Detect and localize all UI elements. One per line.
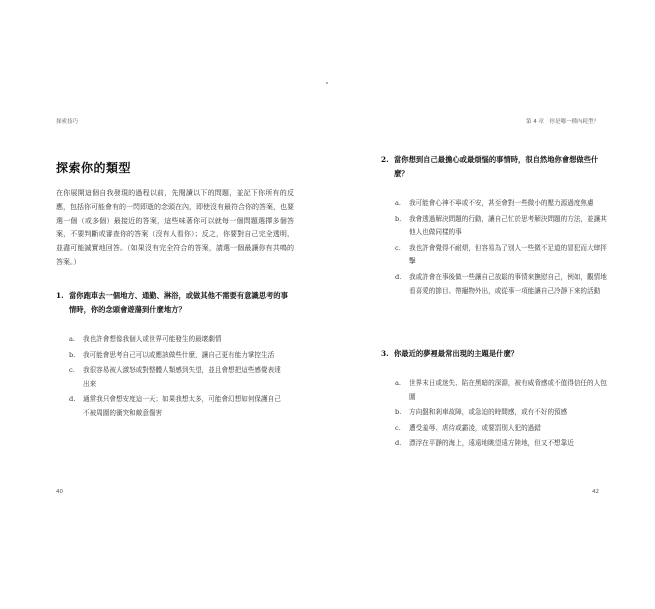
option-item	[69, 364, 285, 391]
page-number-left: 40	[56, 489, 63, 495]
question-1-options	[69, 333, 285, 423]
option-letter: a.	[395, 379, 402, 387]
running-head-right: 第 4 章 你是哪一種內耗型？	[526, 119, 599, 125]
option-item	[69, 333, 285, 347]
question-number: 1.	[56, 291, 64, 300]
question-number: 3.	[381, 349, 389, 358]
option-item	[395, 197, 613, 211]
option-letter: a.	[69, 335, 76, 343]
option-letter: b.	[395, 408, 402, 417]
question-text: 當你跑車去一個地方、通勤、淋浴，或做其他不需要有意識思考的事情時，你的念頭會遊蕩到什麼地方？	[69, 291, 288, 314]
question-2	[381, 153, 603, 180]
option-letter: b.	[395, 214, 402, 223]
option-text: 我可能會思考自己可以或應該做些什麼，讓自己更有能力掌控生活	[83, 350, 275, 359]
option-letter: a.	[395, 199, 402, 207]
running-head-left: 探索技巧	[56, 119, 79, 125]
option-item	[69, 349, 285, 363]
left-page	[0, 0, 327, 609]
option-item	[395, 213, 613, 240]
option-text: 我也許會想像我個人或世界可能發生的最壞劇情	[83, 335, 222, 343]
option-text: 通常我只會想安度這一天；如果我想太多，可能會幻想如何保護自己不被周圍的衝突和敵意傷害	[83, 395, 281, 417]
option-item	[395, 437, 613, 451]
option-letter: b.	[69, 350, 76, 359]
question-text: 當你想到自己最擔心或最煩惱的事情時，很自然地你會想做些什麼？	[394, 155, 599, 178]
option-text: 我可能會心神不寧或不安，甚至會對一些微小的壓力源過度焦慮	[409, 199, 594, 207]
question-text: 你最近的夢裡最常出現的主題是什麼？	[394, 349, 519, 358]
option-text: 世界末日或迷失、陷在黑暗的深淵，被有威脅感或不值得信任的人包圍	[409, 379, 607, 401]
option-item	[395, 242, 613, 269]
option-letter: c.	[395, 423, 401, 432]
question-number: 2.	[381, 155, 389, 164]
option-text: 方向盤和剎車故障，或急迫的時間感，或有不好的預感	[409, 408, 568, 417]
option-letter: d.	[395, 272, 402, 281]
question-3-options	[395, 377, 613, 453]
intro-paragraph: 在你展開這個自我發現的過程以前，先閱讀以下的問題，並記下你所有的反應，包括你可能會有的一閃即逝的念頭在內，即使沒有最符合你的答案，也要選一個（或多個）最接近的答案，這些味著你可以就每一個問題選擇多個答案，不要判斷或審查你的答案（沒有人看你）；反之，你要對自己完全透明，並盡可能誠實地回答。（如果沒有完全符合的答案，請選一個最讓你有共鳴的答案。）	[56, 189, 294, 266]
option-text: 我會透過解決問題的行動，讓自己忙於思考解決問題的方法，並讓其他人也做同樣的事	[409, 214, 607, 237]
page-number-right: 42	[592, 489, 599, 495]
option-text: 我很容易被人激怒或對整體人類感到失望，並且會想把這些感覺表達出來	[83, 366, 281, 388]
option-text: 漂浮在平靜的海上，遠遠地眺望遠方陸地，但又不想靠近	[409, 439, 574, 448]
question-2-options	[395, 197, 613, 300]
option-letter: d.	[395, 439, 402, 448]
option-item	[69, 393, 285, 420]
option-text: 我也許會覺得不耐煩，但容易為了別人一些微不足道的冒犯而大肆抨擊	[409, 243, 607, 266]
option-letter: c.	[69, 366, 75, 375]
question-1	[56, 289, 290, 316]
option-item	[395, 377, 613, 404]
section-title: 探索你的類型	[56, 161, 132, 175]
option-item	[395, 271, 613, 298]
right-page	[327, 0, 655, 609]
question-3	[381, 347, 603, 361]
option-text: 遭受羞辱、虐待或霸凌，或要罰別人犯的過錯	[409, 423, 541, 432]
option-letter: c.	[395, 243, 401, 252]
option-item	[395, 422, 613, 436]
option-letter: d.	[69, 395, 76, 404]
option-item	[395, 406, 613, 420]
option-text: 我或許會在事後做一些讓自己放鬆的事情來撫慰自己，例如，觀情地看喜愛的節目、帶寵物外出，或從事一項能讓自己冷靜下來的活動	[409, 272, 607, 295]
